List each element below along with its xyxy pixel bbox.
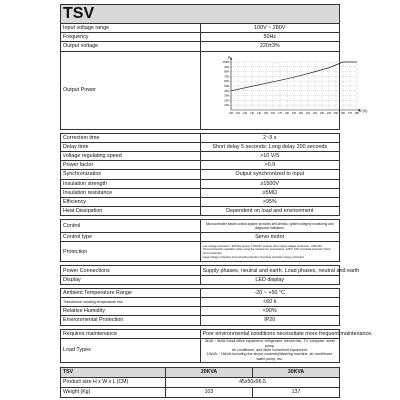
y-tick-label: 100% [222,60,229,64]
spec-label: Ambient Temperature Range [61,288,201,297]
x-tick-label: 230 [319,111,324,115]
size-label: Product size H x W x L (CM) [61,377,166,387]
spec-row [61,170,340,179]
x-tick-label: 100 [228,111,233,115]
x-tick-label: 140 [256,111,261,115]
spec-value: -20 ~ +50 °C [200,288,340,297]
spec-table-title: TSV [61,5,340,24]
spec-value: 220±3% [200,42,340,51]
spec-value: 100V ~ 280V [200,24,340,33]
spec-value: Servo motor [200,233,340,242]
spec-row [61,161,340,170]
chart-y-label: P [227,55,230,60]
x-tick-label: 250 [333,111,338,115]
spec-row [61,142,340,151]
y-tick-label: 90% [223,65,229,69]
x-tick-label: 270 [347,111,352,115]
protection-row [61,242,340,262]
weight-label: Weight (Kg) [61,387,166,397]
x-tick-label: 120 [242,111,247,115]
spec-label: Insulation resistance [61,188,201,197]
spec-label: Input voltage range [61,24,201,33]
spec-value: Dependent on load and environment [200,207,340,216]
load-types-line: 3kVA ~ 5kVA:Small office equipment, refrigerator, electric fan, TV, computer, small pump, [204,339,335,348]
chart-x-label: U (V) [358,108,367,113]
spec-label: Display [61,275,201,284]
chart-grid [231,62,357,110]
chart-axes [229,57,360,111]
load-types-line: air conditioner, and other household equipment; [231,348,308,352]
spec-label: Correction time [61,133,201,142]
dimensions-col-30kva: 30KVA [253,367,340,377]
spec-value: Supply phases, neutral and earth. Load phases, neutral and earth [200,266,340,275]
chart-x-ticks [229,111,360,114]
load-types-value [200,338,340,362]
dimensions-table [60,367,340,398]
load-types-row [61,338,340,362]
spec-value: 50Hz [200,33,340,42]
spec-label: Insulation strength [61,179,201,188]
spec-label: Transformer winding temperature rise [61,298,201,307]
y-tick-label: 40% [223,89,229,93]
output-power-chart [201,52,377,124]
x-tick-label: 200 [298,111,303,115]
spec-row [61,266,340,275]
spec-label: Delay time [61,142,201,151]
spec-value: >10 V/S [200,151,340,160]
chart-y-ticks [222,60,229,107]
output-power-row [61,51,340,129]
size-value: 45x50x96.5 [166,377,340,387]
spec-row [61,207,340,216]
dimensions-row [61,377,340,387]
spec-value: Microcontroller based control;system provides self-checks, system integrity monitoring and diagnostic indicators. [200,220,340,233]
spec-table-header [61,5,340,24]
x-tick-label: 280 [354,111,359,115]
spec-row [61,197,340,206]
weight-20kva: 103 [166,387,253,397]
spec-label: Power Connections [61,266,201,275]
spec-label: Heat Dissipation [61,207,201,216]
spec-row [61,33,340,42]
y-tick-label: 10% [223,103,229,107]
spec-label: Protection [61,242,201,262]
spec-value: <60 k [200,298,340,307]
output-power-label: Output Power [61,51,201,129]
weight-30kva: 137 [253,387,340,397]
spec-value: 2~3 s [200,133,340,142]
spec-table [60,4,373,363]
dimensions-header [61,367,340,377]
dimensions-col-tsv: TSV [61,367,166,377]
spec-label: Environmental Protection [61,316,201,325]
y-tick-label: 50% [223,84,229,88]
output-power-chart-cell [200,51,367,129]
spec-value: Short delay 5 seconds; Long delay 200 seconds [200,142,340,151]
x-tick-label: 130 [249,111,254,115]
spec-value: IP20 [200,316,340,325]
spec-label: Control type [61,233,201,242]
spec-value: Poor environmental conditions necessitate more frequent maintenance. [200,329,340,338]
spec-row [61,133,340,142]
spec-row [61,275,340,284]
spec-row [61,42,340,51]
x-tick-label: 260 [340,111,345,115]
spec-label: Efficiency [61,197,201,206]
y-tick-label: 30% [223,94,229,98]
spec-row [61,151,340,160]
spec-row [61,288,340,297]
dimensions-row [61,387,340,397]
spec-value: >95% [200,197,340,206]
spec-row [61,233,340,242]
x-tick-label: 110 [235,111,240,115]
protection-line: Thermoprotection activation when rising the transformer temperature: 120°C ±3% Overload protection Short circuit protection [202,248,331,255]
spec-label: Frequency [61,33,201,42]
spec-row [61,24,340,33]
spec-label: Control [61,220,201,233]
protection-line: Low voltage protection : 90V±4V (input), 176V±4V (output) Over output voltage protection : 246V±4V [202,244,323,248]
x-tick-label: 220 [312,111,317,115]
protection-line: surge voltage protection Ground fault protection Overheat protection Surge protection [202,255,305,259]
y-tick-label: 20% [223,98,229,102]
protection-value [200,242,340,262]
y-tick-label: 80% [223,70,229,74]
spec-row [61,298,340,307]
spec-value: ≥5MΩ [200,188,340,197]
x-tick-label: 150 [263,111,268,115]
x-tick-label: 190 [291,111,296,115]
spec-row [61,188,340,197]
load-types-line: 10kVA ~ 15kVA:Including the above contents)Washing machine, air conditioner, [206,352,333,357]
spec-value: >0.9 [200,161,340,170]
spec-label: Requires maintenance [61,329,201,338]
spec-label: voltage regulating speed [61,151,201,160]
spec-sheet [60,4,373,398]
spec-label: Relative Humidity [61,307,201,316]
x-tick-label: 180 [284,111,289,115]
x-tick-label: 210 [305,111,310,115]
spec-label: Synchronization [61,170,201,179]
spec-value: Output synchronized to input [200,170,340,179]
spec-value: ≥1500V [200,179,340,188]
spec-label: Power factor [61,161,201,170]
spec-label: Output voltage [61,42,201,51]
x-tick-label: 170 [277,111,282,115]
load-types-line: water pump, etc. [256,356,284,361]
x-tick-label: 240 [326,111,331,115]
x-tick-label: 160 [270,111,275,115]
spec-row [61,220,340,233]
spec-row [61,179,340,188]
spec-label: Load Types [61,338,201,362]
spec-row [61,307,340,316]
dimensions-col-20kva: 20KVA [166,367,253,377]
spec-value: <90% [200,307,340,316]
spec-value: LED display [200,275,340,284]
spec-row [61,329,340,338]
spec-row [61,316,340,325]
y-tick-label: 60% [223,79,229,83]
y-tick-label: 70% [223,74,229,78]
